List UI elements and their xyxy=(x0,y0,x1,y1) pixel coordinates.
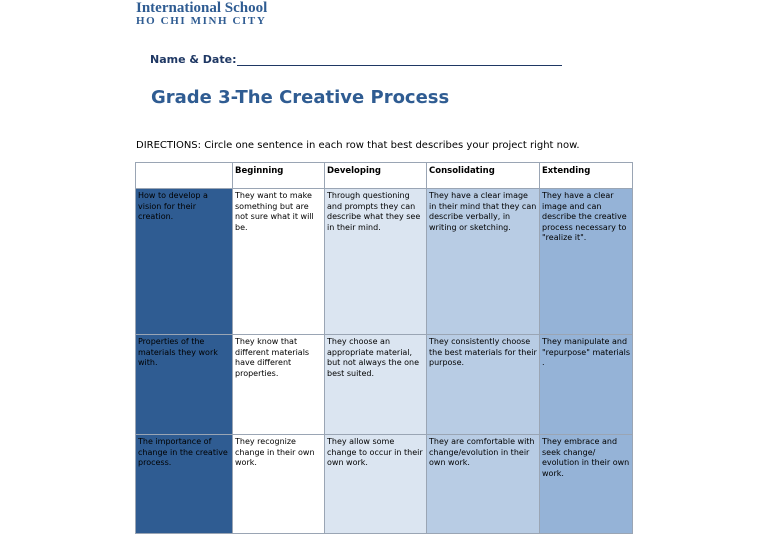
rubric-corner xyxy=(136,163,233,189)
school-city: HO CHI MINH CITY xyxy=(136,15,267,27)
cell-vision-extending[interactable]: They have a clear image and can describe the creative process necessary to "realize it". xyxy=(540,189,633,335)
cell-change-beginning[interactable]: They recognize change in their own work. xyxy=(233,435,325,534)
cell-change-consolidating[interactable]: They are comfortable with change/evolution in their own work. xyxy=(427,435,540,534)
cell-vision-consolidating[interactable]: They have a clear image in their mind that they can describe verbally, in writing or sketching. xyxy=(427,189,540,335)
cell-change-extending[interactable]: They embrace and seek change/ evolution in their own work. xyxy=(540,435,633,534)
criterion-materials: Properties of the materials they work with. xyxy=(136,335,233,435)
school-logo xyxy=(136,0,267,27)
cell-materials-consolidating[interactable]: They consistently choose the best materials for their purpose. xyxy=(427,335,540,435)
rubric-row-materials xyxy=(136,335,633,435)
rubric-row-change xyxy=(136,435,633,534)
page-title: Grade 3-The Creative Process xyxy=(151,87,450,108)
header-developing: Developing xyxy=(325,163,427,189)
rubric-row-vision xyxy=(136,189,633,335)
cell-change-developing[interactable]: They allow some change to occur in their own work. xyxy=(325,435,427,534)
criterion-vision: How to develop a vision for their creation. xyxy=(136,189,233,335)
school-name: International School xyxy=(136,0,268,16)
name-date-row xyxy=(150,53,562,66)
rubric-table xyxy=(135,162,633,534)
header-consolidating: Consolidating xyxy=(427,163,540,189)
header-beginning: Beginning xyxy=(233,163,325,189)
cell-materials-developing[interactable]: They choose an appropriate material, but not always the one best suited. xyxy=(325,335,427,435)
directions-text: DIRECTIONS: Circle one sentence in each row that best describes your project right now. xyxy=(136,140,580,151)
cell-materials-extending[interactable]: They manipulate and "repurpose" materials . xyxy=(540,335,633,435)
criterion-change: The importance of change in the creative process. xyxy=(136,435,233,534)
header-extending: Extending xyxy=(540,163,633,189)
cell-vision-beginning[interactable]: They want to make something but are not sure what it will be. xyxy=(233,189,325,335)
name-date-blank[interactable] xyxy=(237,55,562,66)
cell-vision-developing[interactable]: Through questioning and prompts they can describe what they see in their mind. xyxy=(325,189,427,335)
cell-materials-beginning[interactable]: They know that different materials have different properties. xyxy=(233,335,325,435)
rubric-header-row xyxy=(136,163,633,189)
name-date-label: Name & Date: xyxy=(150,53,237,66)
